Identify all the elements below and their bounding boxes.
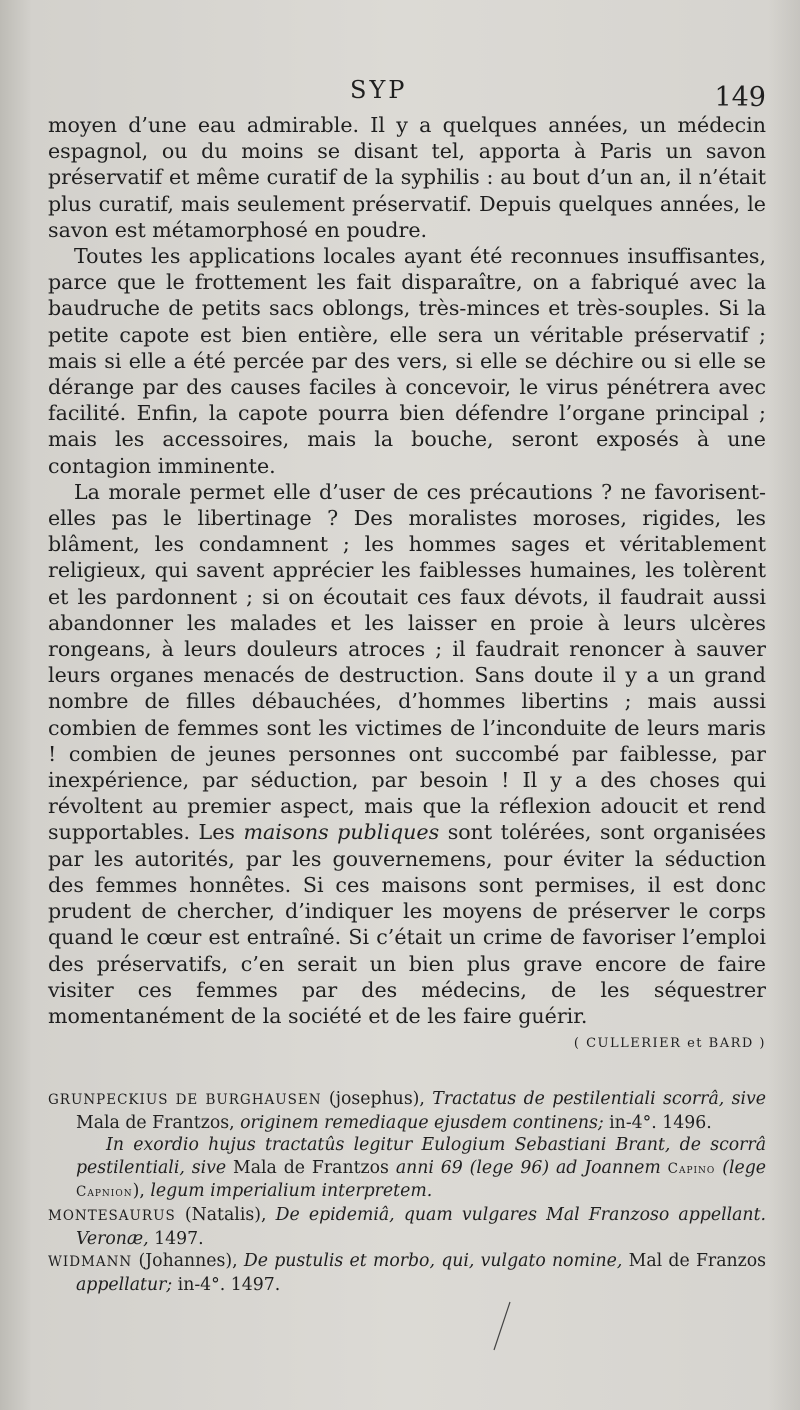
- page-number: 149: [714, 82, 766, 113]
- biblio-note-anni: anni 69 (lege 96) ad Joannem: [395, 1157, 661, 1178]
- paragraph-3-rest: sont tolérées, sont organisées par les autorités, par les gouvernemens, pour éviter la séduction des femmes honnêtes. Si ces maisons sont permises, il est donc prudent de chercher, d’indiquer les moyens de préserver le corps quand le cœur est entraîné. Si c’était un crime de favoriser l’emploi des préservatifs, c’en serait un bien plus grave encore de faire visiter ces femmes par des médecins, de les séquestrer momentanément de la société et de les faire guérir.: [48, 820, 767, 1028]
- biblio-entry-1-note: [76, 1134, 766, 1204]
- paragraph-2: Toutes les applications locales ayant été reconnues insuffisantes, parce que le frottement les fait disparaître, on a fabriqué avec la baudruche de petits sacs oblongs, très-minces et très-souples. Si la petite capote est bien entière, elle sera un véritable préservatif ; mais si elle a été percée par des vers, si elle se déchire ou si elle se dérange par des causes faciles à concevoir, le virus pénétrera avec facilité. Enfin, la capote pourra bien défendre l’organe principal ; mais les accessoires, mais la bouche, seront exposés à une contagion imminente.: [48, 244, 766, 478]
- running-head: SYP: [350, 76, 408, 104]
- paragraph-3: [48, 479, 766, 1029]
- biblio-entry-1-author: GRUNPECKIUS DE BURGHAUSEN: [48, 1092, 322, 1108]
- biblio-entry-3-title: De pustulis et morbo, qui, vulgato nomine,: [243, 1251, 623, 1272]
- biblio-note-a: In exordio hujus tractatûs legitur Eulogium Sebastiani Brant, de scorrâ pestilentiali,: [76, 1135, 766, 1178]
- biblio-entry-3-title2: appellatur;: [76, 1274, 173, 1295]
- biblio-entry-1-end: in-4°. 1496.: [609, 1112, 712, 1133]
- paragraph-3-italic: maisons publiques: [243, 820, 440, 845]
- biblio-entry-1-sive: sive: [731, 1089, 767, 1109]
- biblio-note-sive: sive: [191, 1157, 227, 1178]
- signature: ( CULLERIER et BARD ): [573, 1036, 766, 1052]
- biblio-entry-2-title: De epidemiâ, quam vulgares Mal Franzoso appellant. Veronæ,: [76, 1204, 767, 1249]
- biblio-entry-3: [48, 1250, 767, 1296]
- biblio-note-c: ),: [132, 1181, 145, 1202]
- biblio-entry-2-author: MONTESAURUS: [48, 1207, 176, 1224]
- biblio-note-capino: Capino: [667, 1160, 716, 1177]
- biblio-note-lege: (lege: [722, 1157, 766, 1178]
- biblio-entry-1-name: (josephus),: [328, 1089, 425, 1109]
- paragraph-3-text: La morale permet elle d’user de ces précautions ? ne favorisent-elles pas le libertinage ? Des moralistes moroses, rigides, les blâment, les condamnent ; les hommes sages et véritablement religieux, qui savent apprécier les faiblesses humaines, les tolèrent et les pardonnent ; si on écoutait ces faux dévots, il faudrait aussi abandonner les malades et les laisser en proie à leurs ulcères rongeans, à leurs douleurs atroces ; il faudrait renoncer à sauver leurs organes menacés de destruction. Sans doute il y a un grand nombre de filles débauchées, d’hommes libertins ; mais aussi combien de femmes sont les victimes de l’inconduite de leurs maris ! combien de jeunes personnes ont succombé par faiblesse, par inexpérience, par séduction, par besoin ! Il y a des choses qui révoltent au premier aspect, mais que la réflexion adoucit et rend supportables. Les: [48, 479, 766, 845]
- biblio-entry-2-end: 1497.: [154, 1228, 204, 1249]
- biblio-entry-2-name: (Natalis),: [184, 1204, 267, 1225]
- biblio-entry-1-mid: Mala de Frantzos,: [76, 1112, 235, 1133]
- biblio-entry-3-author: WIDMANN: [48, 1254, 133, 1271]
- page-header: [0, 76, 800, 116]
- biblio-entry-2: [48, 1204, 767, 1250]
- pencil-mark-icon: [490, 1300, 514, 1352]
- biblio-entry-1-title: Tractatus de pestilentiali scorrâ,: [432, 1089, 725, 1109]
- biblio-entry-3-mid: Mal de Franzos: [628, 1251, 767, 1272]
- biblio-note-b: Mala de Frantzos: [233, 1157, 389, 1178]
- biblio-entry-3-name: (Johannes),: [138, 1251, 238, 1272]
- bibliography: [48, 1088, 766, 1296]
- paragraph-1: moyen d’une eau admirable. Il y a quelques années, un médecin espagnol, ou du moins se disant tel, apporta à Paris un savon préservatif et même curatif de la syphilis : au bout d’un an, il n’était plus curatif, mais seulement préservatif. Depuis quelques années, le savon est métamorphosé en poudre.: [48, 113, 766, 242]
- biblio-note-capnion: Capnion: [76, 1184, 133, 1201]
- article-body: [48, 112, 766, 1057]
- biblio-entry-1-title2: originem remediaque ejusdem continens;: [240, 1112, 604, 1133]
- biblio-entry-3-end: in-4°. 1497.: [177, 1274, 281, 1295]
- biblio-note-d: legum imperialium interpretem.: [150, 1181, 433, 1202]
- biblio-entry-1: [48, 1088, 767, 1134]
